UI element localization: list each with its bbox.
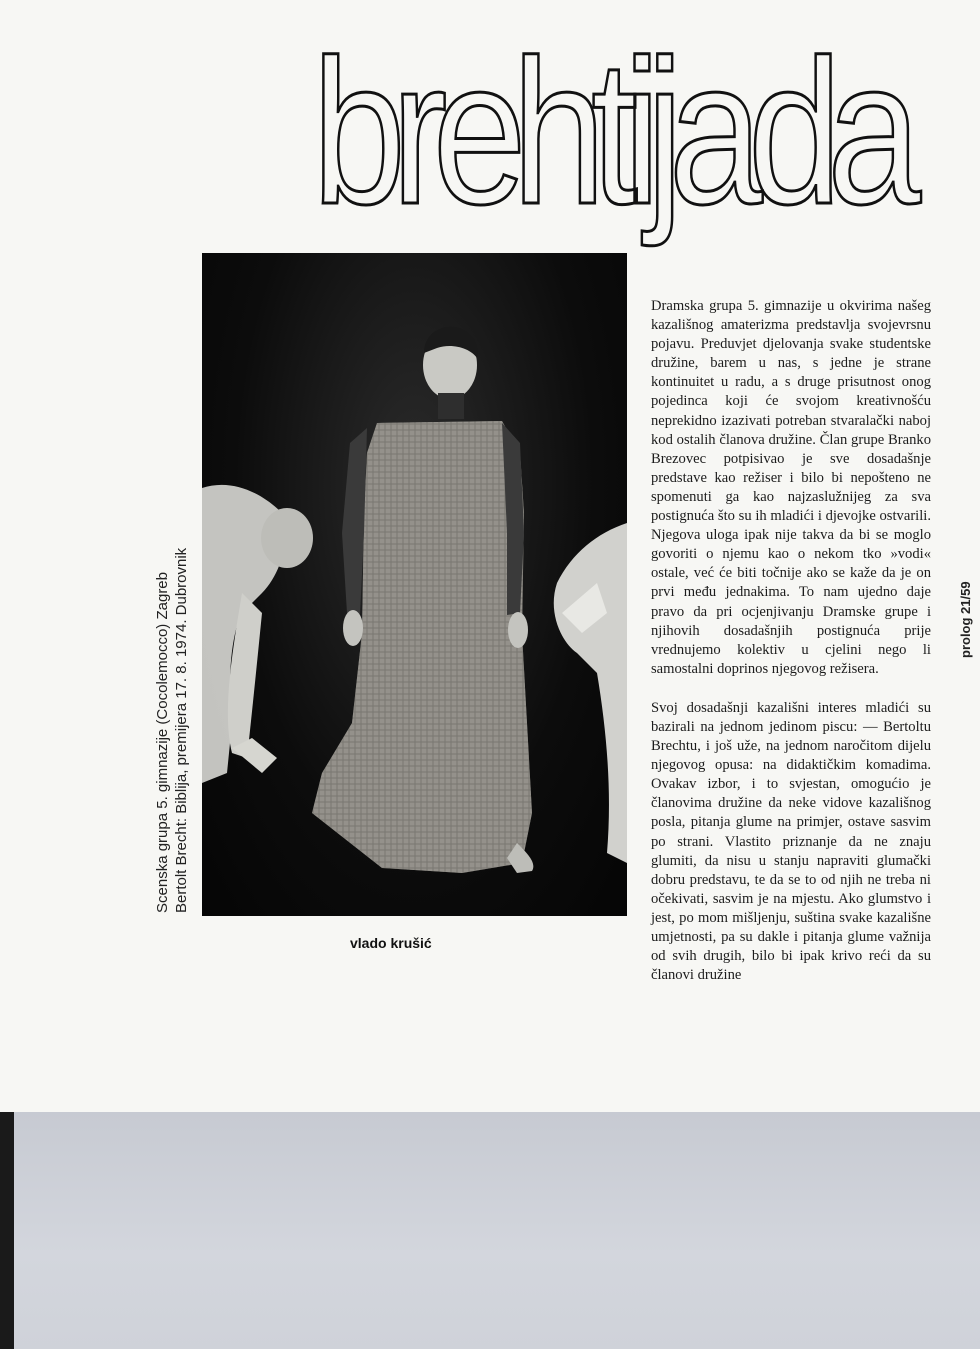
caption-line-2: Bertolt Brecht: Biblija, premijera 17. 8. 1974. Dubrovnik bbox=[173, 547, 190, 913]
article-body bbox=[651, 297, 931, 1005]
scan-edge bbox=[0, 1112, 14, 1349]
scan-background bbox=[14, 1112, 980, 1349]
photo-caption bbox=[153, 253, 199, 913]
stage-photo bbox=[202, 253, 627, 916]
page-title bbox=[312, 17, 907, 247]
caption-line-1: Scenska grupa 5. gimnazije (Cocolemocco) Zagreb bbox=[154, 572, 171, 913]
photo-icon bbox=[202, 253, 627, 916]
article-paragraph-2: Svoj dosadašnji kazališni interes mladići su bazirali na jednom jedinom piscu: — Bertoltu Brechtu, i još uže, na jednom naročitom dijelu njegovog opusa: na didaktičkim komadima. Ovakav izbor, i to svjestan, omogućio je članovima družine da neke vidove kazališnog posla, pitanja glume na primjer, ostave sasvim po strani. Vlastito priznanje da ne znaju glumiti, da nisu u stanju napraviti glumački dobru predstavu, te da se to od njih ne treba ni očekivati, sasvim je na mjestu. Ako glumstvo i jest, po mom mišljenju, suština svake kazališne umjetnosti, pa su dakle i pitanja glume važnija od svih drugih, bilo bi ipak krivo reći da su članovi družine bbox=[651, 699, 931, 984]
author-name: vlado krušić bbox=[350, 935, 432, 951]
page-folio: prolog 21/59 bbox=[958, 581, 973, 658]
article-paragraph-1: Dramska grupa 5. gimnazije u okvirima našeg kazališnog amaterizma predstavlja svojevrsnu pojavu. Preduvjet djelovanja svake studentske družine, barem u nas, s jedne je strane kontinuitet u radu, a s druge prisutnost onog pojedinca koji će svojom kreativnošću neprekidno izazivati potreban stvaralački naboj kod ostalih članova družine. Član grupe Branko Brezovec potpisivao je sve dosadašnje predstave kao režiser i bilo bi nepošteno ne spomenuti ga kao najzaslužnijeg za sva postignuća što su ih mladići i djevojke ostvarili. Njegova uloga ipak nije takva da bi se moglo govoriti o njemu kao o nekom tko »vodi« ostale, već će biti točnije ako se kaže da je on prvi među jednakima. To nam ujedno daje pravo da pri ocjenjivanju Dramske grupe i njihovih dosadašnjih postignuća prije vrednujemo kolektiv u cjelini nego li samostalni doprinos njegovog režisera. bbox=[651, 298, 931, 677]
title-text: brehtijada bbox=[312, 17, 907, 247]
